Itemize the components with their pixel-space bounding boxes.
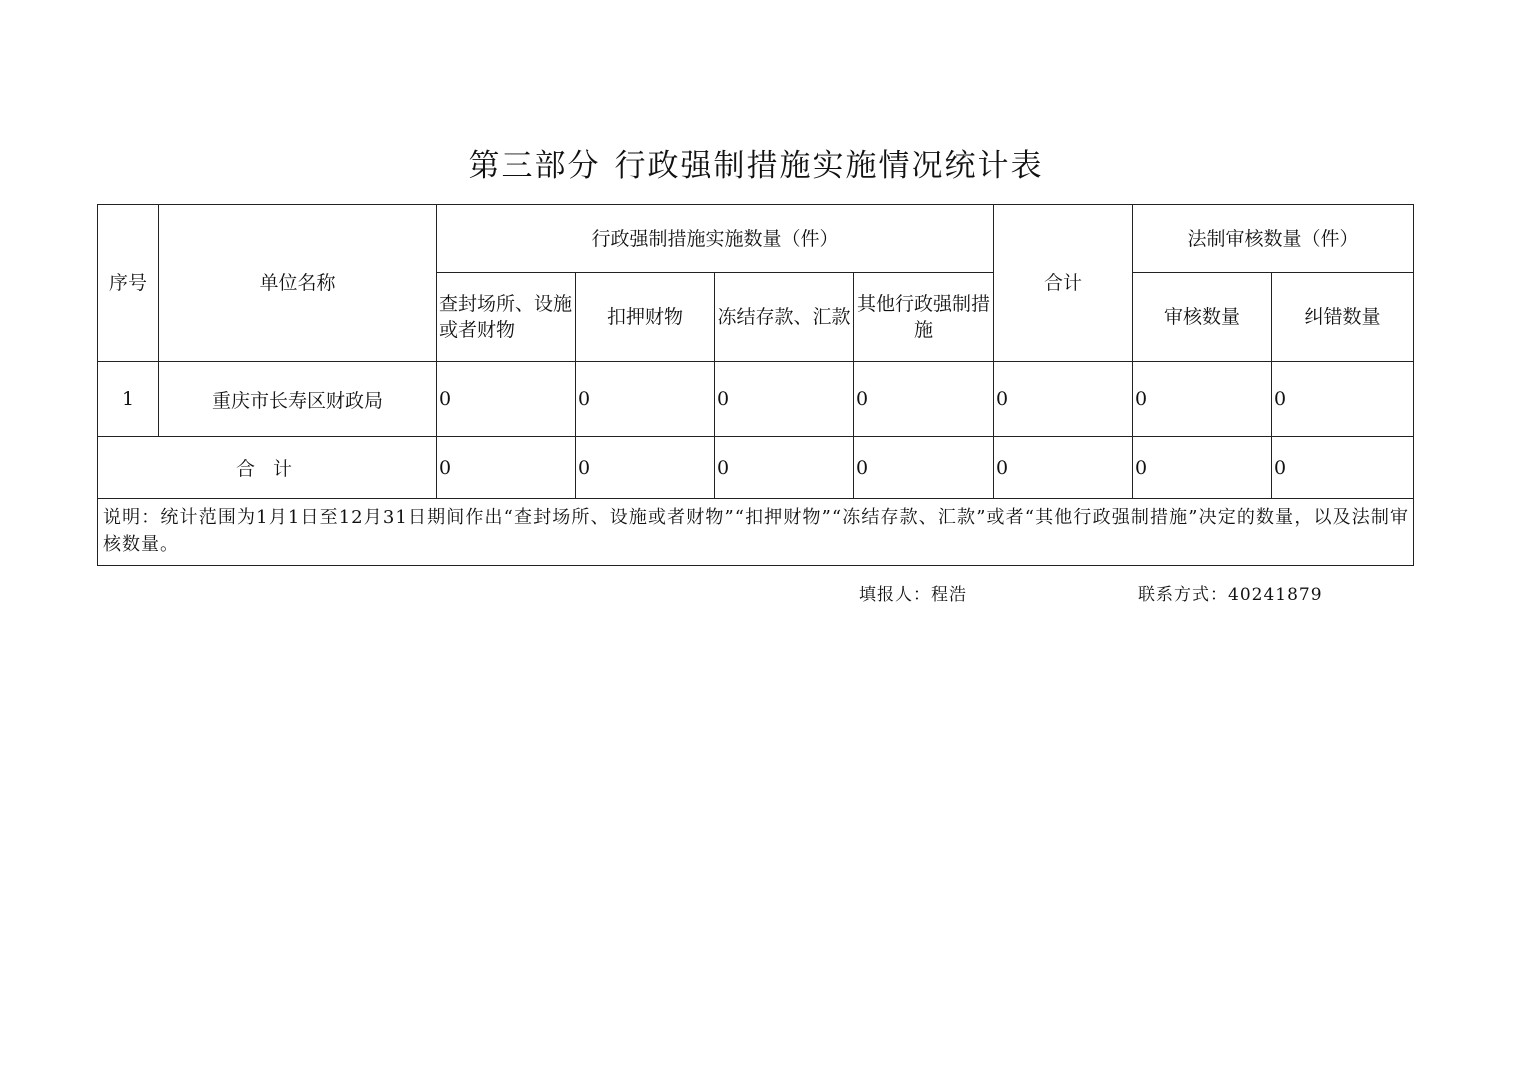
- header-seize: 扣押财物: [576, 273, 715, 362]
- total-seal-value: 0: [437, 437, 576, 499]
- header-row-1: [98, 205, 1414, 273]
- total-label: [98, 437, 437, 499]
- row-seal-value: 0: [437, 362, 576, 437]
- row-total-value: 0: [994, 362, 1133, 437]
- total-seize-value: 0: [576, 437, 715, 499]
- header-other: 其他行政强制措施: [854, 273, 994, 362]
- table-row: [98, 362, 1414, 437]
- row-unit: 重庆市长寿区财政局: [159, 362, 437, 437]
- row-correct-value: 0: [1272, 362, 1414, 437]
- header-seal: 查封场所、设施或者财物: [437, 273, 576, 362]
- page-title: [0, 140, 1512, 185]
- header-unit-name: 单位名称: [159, 205, 437, 362]
- total-row: [98, 437, 1414, 499]
- header-correct-count: 纠错数量: [1272, 273, 1414, 362]
- row-freeze-value: 0: [715, 362, 854, 437]
- title-part: 第三部分: [468, 148, 601, 184]
- total-other-value: 0: [854, 437, 994, 499]
- statistics-table: [97, 204, 1414, 566]
- header-seq: 序号: [98, 205, 159, 362]
- header-freeze: 冻结存款、汇款: [715, 273, 854, 362]
- note-text: 说明：统计范围为1月1日至12月31日期间作出“查封场所、设施或者财物”“扣押财物”“冻结存款、汇款”或者“其他行政强制措施”决定的数量，以及法制审核数量。: [98, 499, 1414, 566]
- row-other-value: 0: [854, 362, 994, 437]
- total-label-text: 合 计: [235, 458, 299, 480]
- header-review-group: 法制审核数量（件）: [1133, 205, 1414, 273]
- total-freeze-value: 0: [715, 437, 854, 499]
- header-measures-group: 行政强制措施实施数量（件）: [437, 205, 994, 273]
- row-seq: 1: [98, 362, 159, 437]
- header-total: 合计: [994, 205, 1133, 362]
- row-review-value: 0: [1133, 362, 1272, 437]
- title-main: 行政强制措施实施情况统计表: [614, 148, 1044, 184]
- note-row: [98, 499, 1414, 566]
- filler-label: 填报人：程浩: [859, 585, 967, 605]
- contact-label: 联系方式：40241879: [1138, 585, 1323, 605]
- row-seize-value: 0: [576, 362, 715, 437]
- header-review-count: 审核数量: [1133, 273, 1272, 362]
- total-total-value: 0: [994, 437, 1133, 499]
- total-correct-value: 0: [1272, 437, 1414, 499]
- total-review-value: 0: [1133, 437, 1272, 499]
